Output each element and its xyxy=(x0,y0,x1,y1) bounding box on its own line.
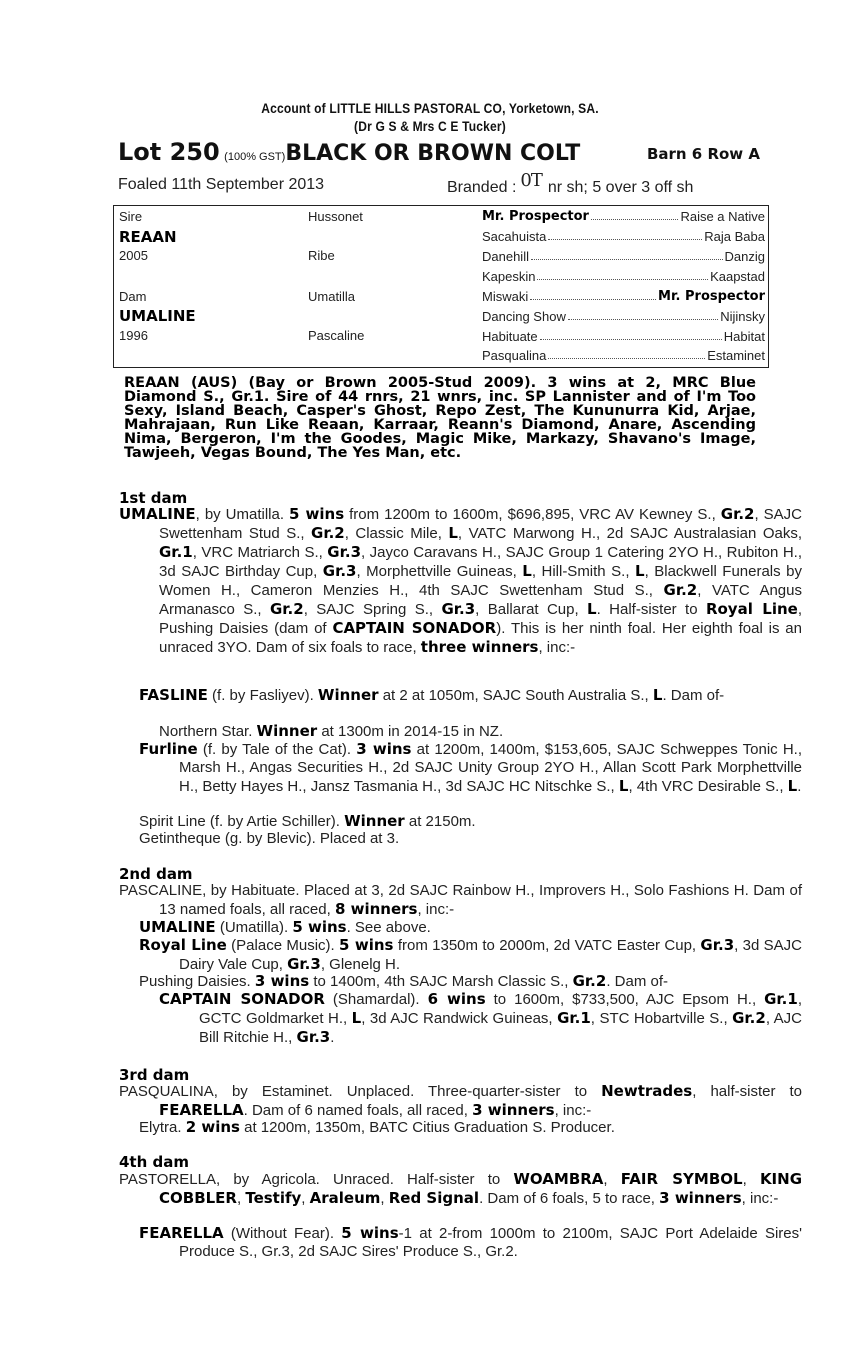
grandparent-row xyxy=(482,348,765,363)
gp-right: Habitat xyxy=(723,329,765,344)
sire-sire: Hussonet xyxy=(308,209,363,224)
grandparent-row xyxy=(482,209,765,224)
gp-left: Kapeskin xyxy=(482,269,536,284)
first-dam-heading: 1st dam xyxy=(119,489,188,507)
foal-entry-northern-star: Northern Star. Winner at 1300m in 2014-15 in NZ. xyxy=(159,722,504,740)
second-dam-heading: 2nd dam xyxy=(119,865,193,883)
dam-name: UMALINE xyxy=(119,307,196,325)
dam-paragraph-pascaline: PASCALINE, by Habituate. Placed at 3, 2d SAJC Rainbow H., Improvers H., Solo Fashions H. Dam of 13 named foals, all raced, 8 winners, inc:- xyxy=(119,882,802,918)
dam-paragraph-umaline: UMALINE, by Umatilla. 5 wins from 1200m to 1600m, $696,895, VRC AV Kewney S., Gr.2, SAJC Swettenham Stud S., Gr.2, Classic Mile, L, VATC Marwong H., 2d SAJC Australasian Oaks, Gr.1, VRC Matriarch S., Gr.3, Jayco Caravans H., SAJC Group 1 Catering 2YO H., Rubiton H., 3d SAJC Birthday Cup, Gr.3, Morphettville Guineas, L, Hill-Smith S., L, Blackwell Funerals by Women H., Cameron Menzies H., 4th SAJC Swettenham Stud S., Gr.2, VATC Angus Armanasco S., Gr.2, SAJC Spring S., Gr.3, Ballarat Cup, L. Half-sister to Royal Line, Pushing Daisies (dam of CAPTAIN SONADOR). This is her ninth foal. Her eighth foal is an unraced 3YO. Dam of six foals to race, three winners, inc:- xyxy=(119,505,803,656)
lot-header xyxy=(118,138,768,166)
branded-info xyxy=(447,170,694,197)
grandparent-row xyxy=(482,309,765,324)
lot-number: Lot 250 xyxy=(118,138,220,166)
lot-title: BLACK OR BROWN COLT xyxy=(285,141,581,166)
dam-label: Dam xyxy=(119,289,147,304)
brand-mark: 0T xyxy=(520,170,542,191)
dam-sire: Umatilla xyxy=(308,289,355,304)
gp-right: Mr. Prospector xyxy=(658,289,765,304)
branded-label: Branded : xyxy=(447,179,517,196)
gp-left: Dancing Show xyxy=(482,309,566,324)
foal-entry-captain-sonador: CAPTAIN SONADOR (Shamardal). 6 wins to 1600m, $733,500, AJC Epsom H., Gr.1, GCTC Goldmarket H., L, 3d AJC Randwick Guineas, Gr.1, STC Hobartville S., Gr.2, AJC Bill Ritchie H., Gr.3. xyxy=(159,990,802,1046)
foal-entry-getintheque: Getintheque (g. by Blevic). Placed at 3. xyxy=(139,830,400,847)
sire-year: 2005 xyxy=(119,248,148,263)
dam-paragraph-pastorella: PASTORELLA, by Agricola. Unraced. Half-sister to WOAMBRA, FAIR SYMBOL, KING COBBLER, Testify, Araleum, Red Signal. Dam of 6 foals, 5 to race, 3 winners, inc:- xyxy=(119,1170,803,1207)
vendor-line: Account of LITTLE HILLS PASTORAL CO, Yorketown, SA. xyxy=(261,100,599,116)
grandparent-row xyxy=(482,229,765,244)
gp-right: Danzig xyxy=(724,249,765,264)
gp-left: Habituate xyxy=(482,329,538,344)
gp-left: Sacahuista xyxy=(482,229,547,244)
foal-entry-furline: Furline (f. by Tale of the Cat). 3 wins at 1200m, 1400m, $153,605, SAJC Schweppes Tonic H., Marsh H., Angas Securities H., 2d SAJC Unity Group 2YO H., Allan Scott Park Morphettville H., Betty Hayes H., Jansz Tasmania H., 3d SAJC HC Nitschke S., L, 4th VRC Desirable S., L. xyxy=(139,740,802,795)
grandparent-row xyxy=(482,269,765,284)
barn-location: Barn 6 Row A xyxy=(646,145,760,163)
dam-dam: Pascaline xyxy=(308,328,365,343)
gst-note: (100% GST) xyxy=(224,151,286,163)
gp-left: Danehill xyxy=(482,249,529,264)
sire-summary: REAAN (AUS) (Bay or Brown 2005-Stud 2009). 3 wins at 2, MRC Blue Diamond S., Gr.1. Sire of 44 rnrs, 21 wnrs, inc. SP Lannister and of I'm Too Sexy, Island Beach, Casper's Ghost, Repo Zest, The Kununurra Kid, Arjae, Mahrajaan, Run Like Reaan, Karraar, Reann's Diamond, Anare, Ascending Nima, Bergeron, I'm the Goodes, Magic Mike, Markazy, Shavano's Image, Tawjeeh, Vegas Bound, The Yes Man, etc. xyxy=(124,375,756,461)
third-dam-heading: 3rd dam xyxy=(119,1066,190,1084)
gp-right: Estaminet xyxy=(707,348,765,363)
gp-right: Raja Baba xyxy=(704,229,765,244)
foal-entry-pushing-daisies: Pushing Daisies. 3 wins to 1400m, 4th SAJC Marsh Classic S., Gr.2. Dam of- xyxy=(139,972,669,990)
grandparent-row xyxy=(482,249,765,264)
dam-year: 1996 xyxy=(119,328,148,343)
gp-left: Pasqualina xyxy=(482,348,547,363)
foal-entry-elytra: Elytra. 2 wins at 1200m, 1350m, BATC Citius Graduation S. Producer. xyxy=(139,1118,615,1136)
pedigree-table xyxy=(113,205,769,368)
grandparent-row xyxy=(482,329,765,344)
fourth-dam-heading: 4th dam xyxy=(119,1153,189,1171)
gp-left: Miswaki xyxy=(482,289,529,304)
foaled-date: Foaled 11th September 2013 xyxy=(118,176,325,193)
sire-label: Sire xyxy=(119,209,143,224)
gp-right: Raise a Native xyxy=(680,209,765,224)
gp-right: Nijinsky xyxy=(720,309,765,324)
dam-paragraph-pasqualina: PASQUALINA, by Estaminet. Unplaced. Three-quarter-sister to Newtrades, half-sister to FEARELLA. Dam of 6 named foals, all raced, 3 winners, inc:- xyxy=(119,1082,803,1119)
vendor-owners: (Dr G S & Mrs C E Tucker) xyxy=(354,118,506,134)
gp-right: Kaapstad xyxy=(710,269,765,284)
brand-description: nr sh; 5 over 3 off sh xyxy=(547,179,694,196)
sire-dam: Ribe xyxy=(308,248,335,263)
foal-entry-spirit-line: Spirit Line (f. by Artie Schiller). Winner at 2150m. xyxy=(139,812,476,830)
foal-entry-umaline: UMALINE (Umatilla). 5 wins. See above. xyxy=(139,918,431,936)
foal-entry-fearella: FEARELLA (Without Fear). 5 wins-1 at 2-from 1000m to 2100m, SAJC Port Adelaide Sires' Produce S., Gr.3, 2d SAJC Sires' Produce S., Gr.2. xyxy=(139,1224,802,1260)
grandparent-row xyxy=(482,289,765,304)
gp-left: Mr. Prospector xyxy=(482,209,589,224)
foal-entry-fasline: FASLINE (f. by Fasliyev). Winner at 2 at 1050m, SAJC South Australia S., L. Dam of- xyxy=(139,686,725,704)
sire-name: REAAN xyxy=(119,228,177,246)
foal-entry-royal-line: Royal Line (Palace Music). 5 wins from 1350m to 2000m, 2d VATC Easter Cup, Gr.3, 3d SAJC Dairy Vale Cup, Gr.3, Glenelg H. xyxy=(139,936,803,973)
